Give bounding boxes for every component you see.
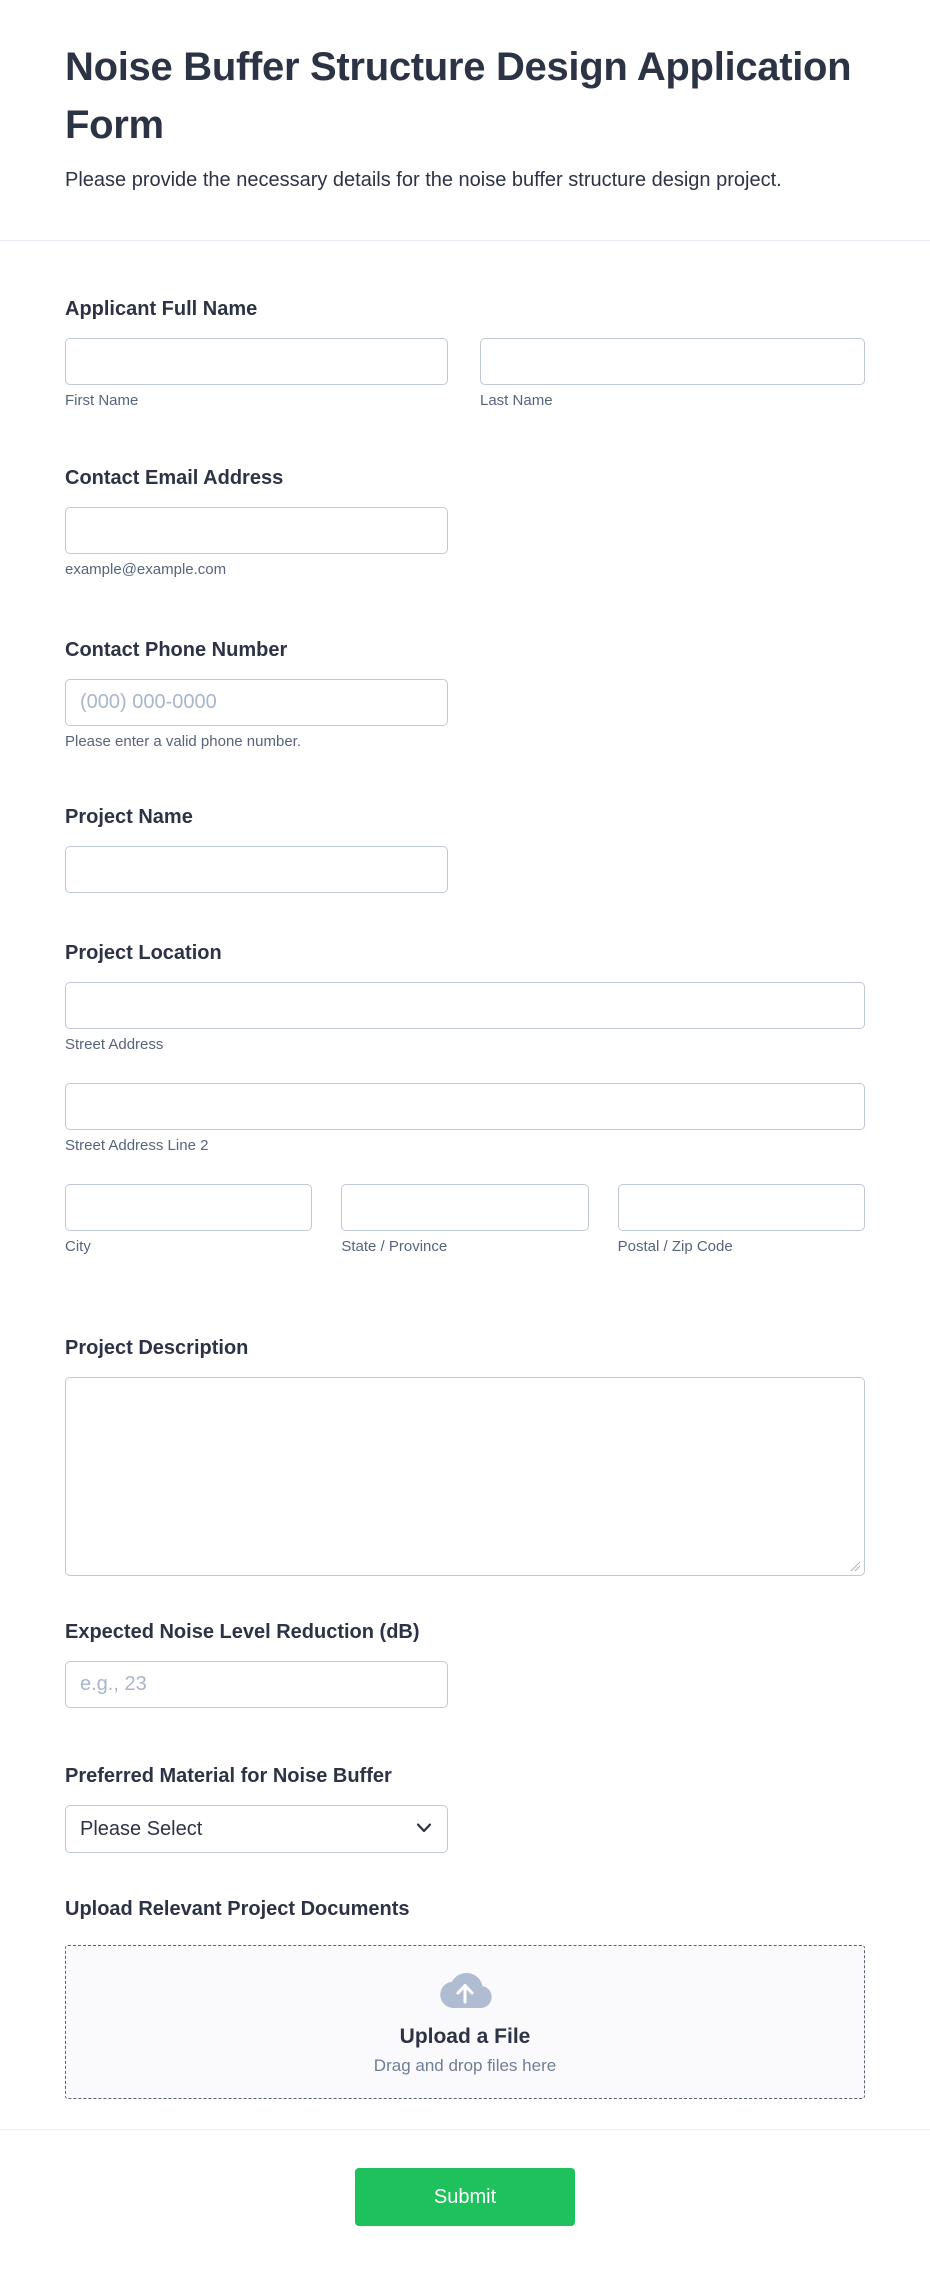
first-name-sublabel: First Name bbox=[65, 392, 139, 409]
upload-drag-hint: Drag and drop files here bbox=[373, 2055, 557, 2075]
field-noise-reduction bbox=[65, 1618, 865, 1708]
city-state-zip-row bbox=[65, 1184, 865, 1255]
email-sublabel: example@example.com bbox=[65, 561, 227, 578]
phone-label: Contact Phone Number bbox=[65, 639, 288, 661]
form-body bbox=[0, 295, 930, 2099]
first-name-input[interactable] bbox=[65, 338, 448, 385]
phone-sublabel: Please enter a valid phone number. bbox=[65, 733, 301, 750]
street-address-input[interactable] bbox=[65, 982, 865, 1029]
project-name-label: Project Name bbox=[65, 806, 193, 828]
form-footer bbox=[0, 2129, 930, 2276]
email-input[interactable] bbox=[65, 507, 448, 554]
field-project-description bbox=[65, 1334, 865, 1576]
submit-button[interactable]: Submit bbox=[355, 2168, 575, 2226]
field-email bbox=[65, 464, 865, 578]
field-project-name bbox=[65, 803, 865, 893]
project-description-label: Project Description bbox=[65, 1337, 249, 1359]
state-province-input[interactable] bbox=[341, 1184, 588, 1231]
applicant-name-label: Applicant Full Name bbox=[65, 298, 258, 320]
upload-documents-label: Upload Relevant Project Documents bbox=[65, 1898, 410, 1920]
field-preferred-material bbox=[65, 1762, 865, 1853]
field-project-location bbox=[65, 939, 865, 1255]
project-name-input[interactable] bbox=[65, 846, 448, 893]
city-input[interactable] bbox=[65, 1184, 312, 1231]
street-address-sublabel: Street Address bbox=[65, 1036, 164, 1053]
noise-reduction-input[interactable] bbox=[65, 1661, 448, 1708]
project-location-label: Project Location bbox=[65, 942, 222, 964]
preferred-material-select[interactable] bbox=[65, 1805, 448, 1853]
field-upload-documents bbox=[65, 1895, 865, 2099]
field-phone bbox=[65, 636, 865, 750]
last-name-sublabel: Last Name bbox=[480, 392, 553, 409]
last-name-input[interactable] bbox=[480, 338, 865, 385]
page-title: Noise Buffer Structure Design Application Form bbox=[65, 45, 852, 147]
page-subtitle: Please provide the necessary details for the noise buffer structure design project. bbox=[65, 169, 782, 191]
street-address-group bbox=[65, 982, 865, 1053]
email-label: Contact Email Address bbox=[65, 467, 284, 489]
resize-handle-icon[interactable] bbox=[849, 1560, 860, 1571]
postal-zip-sublabel: Postal / Zip Code bbox=[617, 1238, 733, 1255]
street-address2-input[interactable] bbox=[65, 1083, 865, 1130]
phone-input[interactable] bbox=[65, 679, 448, 726]
upload-cloud-icon bbox=[436, 1969, 494, 2013]
project-description-textarea[interactable] bbox=[65, 1377, 865, 1576]
upload-file-button-text[interactable]: Upload a File bbox=[399, 2024, 531, 2048]
upload-dropzone[interactable] bbox=[65, 1945, 865, 2099]
street-address2-sublabel: Street Address Line 2 bbox=[65, 1137, 209, 1154]
field-applicant-name bbox=[65, 295, 865, 409]
state-province-sublabel: State / Province bbox=[341, 1238, 448, 1255]
street-address2-group bbox=[65, 1083, 865, 1154]
noise-reduction-label: Expected Noise Level Reduction (dB) bbox=[65, 1621, 420, 1643]
preferred-material-label: Preferred Material for Noise Buffer bbox=[65, 1765, 392, 1787]
form-header bbox=[0, 0, 930, 241]
city-sublabel: City bbox=[65, 1238, 91, 1255]
postal-zip-input[interactable] bbox=[618, 1184, 865, 1231]
